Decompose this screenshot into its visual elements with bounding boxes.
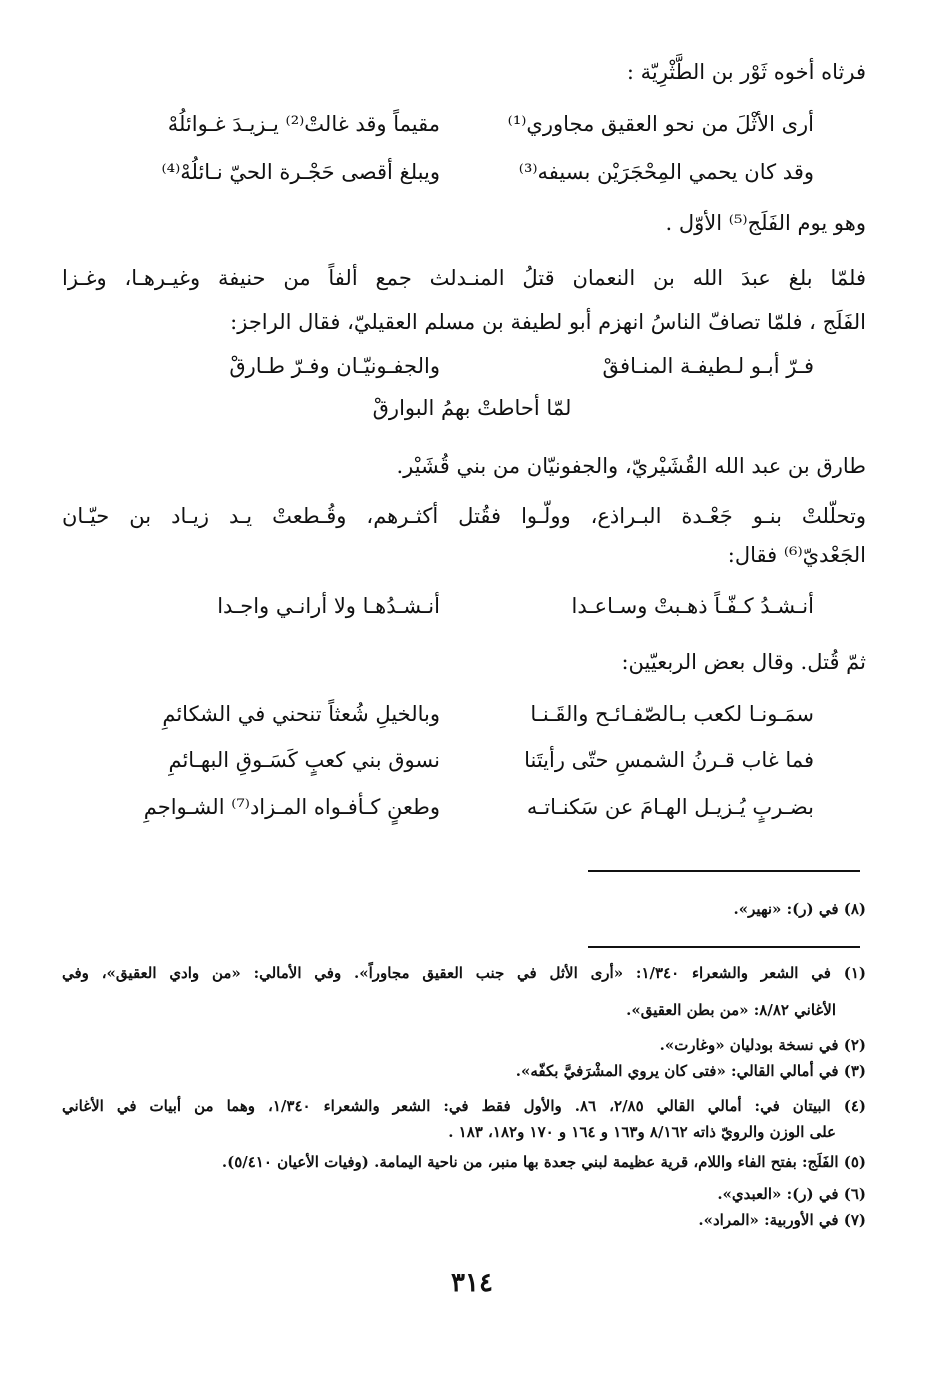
intro-line: فرثاه أخوه ثَوْر بن الطَّثْرِيّة : xyxy=(626,60,866,84)
footnote-5: (٥) الفَلَج: بفتح الفاء واللام، قرية عظيمة لبني جعدة بها منبر، من ناحية اليمامة. (وفيات الأعيان ٥/٤١٠). xyxy=(221,1153,866,1171)
verse-5-right: بضـربٍ يُـزيـل الهـامَ عن سَكنـاتـه xyxy=(526,795,814,819)
paragraph-1-line-2: الفَلَج ، فلمّا تصافّ الناسُ انهزم أبو لطيفة بن مسلم العقيليّ، فقال الراجز: xyxy=(230,310,866,334)
verse-ansh-right: أنـشـدُ كـفّـاً ذهـبتْ وسـاعـدا xyxy=(571,594,814,618)
verse-1-left: مقيماً وقد غالتْ⁽²⁾ يـزيـدَ غـوائلُهْ xyxy=(167,112,440,136)
footnote-1-line-2: الأغاني ٨/٨٢: «من بطن العقيق». xyxy=(626,1001,836,1019)
paragraph-2-line-1: وتحلّلتْ بنـو جَعْـدة البـراذع، وولّـوا فقُتل أكثـرهم، وقُـطعتْ يـد زيـاد بن حيّـان xyxy=(62,504,866,528)
verse-4-right: فما غاب قـرنُ الشمسِ حتّى رأيتَنا xyxy=(524,748,814,772)
footnote-2: (٢) في نسخة بودليان «وغارت». xyxy=(659,1036,866,1054)
rajaz-right: فـرّ أبـو لـطيفـة المنـافقْ xyxy=(602,354,814,378)
verse-5-left: وطعنٍ كـأفـواه المـزاد⁽⁷⁾ الشـواجمِ xyxy=(143,795,440,819)
falaj-line: وهو يوم الفَلَج⁽⁵⁾ الأوّل . xyxy=(665,211,866,235)
footnote-rule xyxy=(588,946,860,948)
footnote-3: (٣) في أمالي القالي: «فتى كان يروي المشْرَفيَّ بكفّه». xyxy=(515,1062,866,1080)
verse-2-left: ويبلغ أقصى حَجْـرة الحيّ نـائلُهْ⁽⁴⁾ xyxy=(161,160,440,184)
thumma-line: ثمّ قُتل. وقال بعض الربعيّين: xyxy=(621,650,866,674)
verse-3-right: سمَـونـا لكعب بـالصّفـائـح والقَـنـا xyxy=(530,702,814,726)
verse-1-right: أرى الأثْلَ من نحو العقيق مجاوري⁽¹⁾ xyxy=(507,112,814,136)
rajaz-center: لمّا أحاطتْ بهمُ البوارقْ xyxy=(372,396,572,420)
verse-2-right: وقد كان يحمي المِحْجَرَيْن بسيفه⁽³⁾ xyxy=(518,160,814,184)
verse-ansh-left: أنـشـدُهـا ولا أرانـي واجـدا xyxy=(217,594,440,618)
footnote-4-line-1: (٤) البيتان في: أمالي القالي ٢/٨٥، ٨٦. والأول فقط في: الشعر والشعراء ١/٣٤٠، وهما من أبيات في الأغاني xyxy=(62,1097,866,1115)
tariq-line: طارق بن عبد الله القُشَيْريّ، والجفونيّان من بني قُشَيْر. xyxy=(396,454,866,478)
paragraph-2-line-2: الجَعْديّ⁽⁶⁾ فقال: xyxy=(727,543,866,567)
page-number: ٣١٤ xyxy=(451,1268,493,1298)
verse-4-left: نسوق بني كعبٍ كَسَـوقِ البهـائمِ xyxy=(168,748,440,772)
footnote-4-line-2: على الوزن والرويّ ذاته ٨/١٦٢ و١٦٣ و ١٦٤ و ١٧٠ و١٨٢، ١٨٣ . xyxy=(448,1123,836,1141)
footnote-7: (٧) في الأوربية: «المراد». xyxy=(698,1211,866,1229)
verse-3-left: وبالخيلِ شُعثاً تنحني في الشكائمِ xyxy=(162,702,440,726)
footnote-6: (٦) في (ر): «العبدي». xyxy=(717,1185,866,1203)
carry-footnote: (٨) في (ر): «نهير». xyxy=(733,900,866,918)
paragraph-1-line-1: فلمّا بلغ عبدَ الله بن النعمان قتلُ المنـدلث جمع ألفاً من حنيفة وغيـرهـا، وغـزا xyxy=(62,266,866,290)
footnote-1-line-1: (١) في الشعر والشعراء ١/٣٤٠: «أرى الأثل في جنب العقيق مجاوراً». وفي الأمالي: «من وادي العقيق»، وفي xyxy=(62,964,866,982)
footnote-rule-top xyxy=(588,870,860,872)
rajaz-left: والجفـونيّـان وفـرّ طـارقْ xyxy=(229,354,440,378)
